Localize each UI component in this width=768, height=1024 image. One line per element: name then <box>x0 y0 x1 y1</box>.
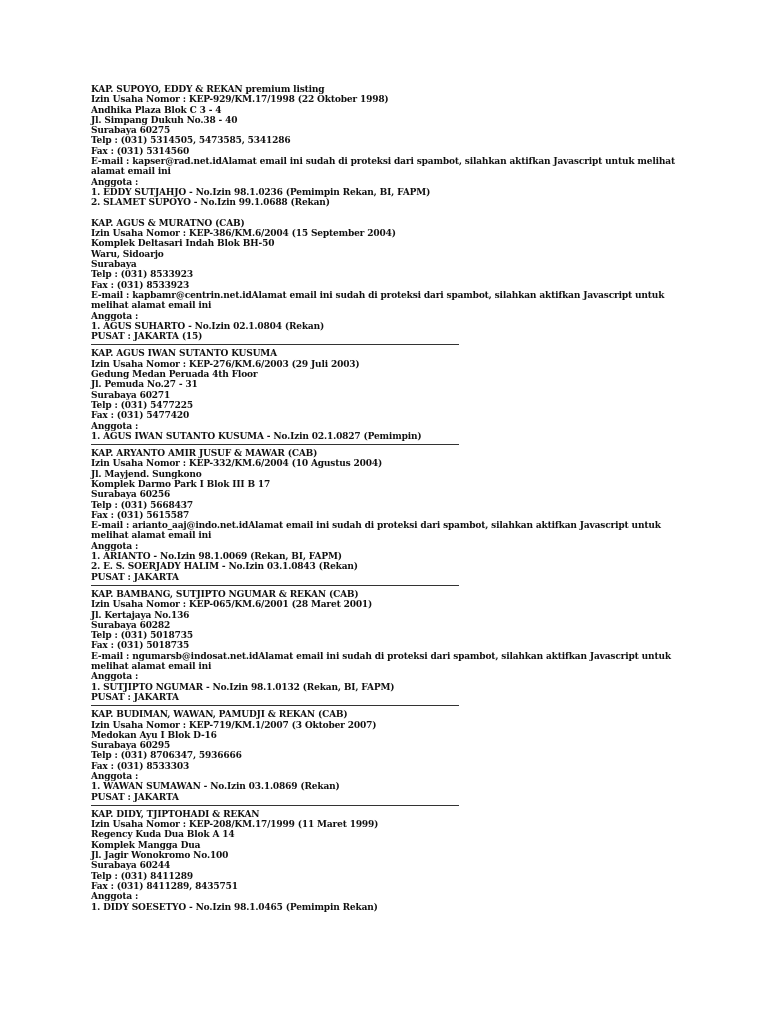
entry-title: KAP. AGUS IWAN SUTANTO KUSUMA <box>91 349 277 360</box>
listing-entry <box>91 710 681 803</box>
document-body <box>91 85 681 913</box>
entry-line: Surabaya 60295 <box>91 741 171 752</box>
entry-title: KAP. DIDY, TJIPTOHADI & REKAN <box>91 809 260 820</box>
listing-entry <box>91 85 681 209</box>
entry-line: PUSAT : JAKARTA <box>91 692 179 703</box>
entry-line: 1. EDDY SUTJAHJO - No.Izin 98.1.0236 (Pemimpin Rekan, BI, FAPM) <box>91 187 431 198</box>
entry-line: E-mail : kapser@rad.net.idAlamat email ini sudah di proteksi dari spambot, silahkan aktifkan Javascript untuk melihat alamat email ini <box>91 157 675 178</box>
entry-line: 1. AGUS IWAN SUTANTO KUSUMA - No.Izin 02.1.0827 (Pemimpin) <box>91 431 422 442</box>
entry-line: Telp : (031) 8411289 <box>91 871 193 882</box>
entry-line: Anggota : <box>91 177 139 188</box>
entry-divider <box>91 344 459 345</box>
listing-entry <box>91 449 681 583</box>
listing-entry <box>91 810 681 913</box>
entry-line: Izin Usaha Nomor : KEP-276/KM.6/2003 (29 Juli 2003) <box>91 359 360 370</box>
entry-line: Regency Kuda Dua Blok A 14 <box>91 830 235 841</box>
entry-title: KAP. AGUS & MURATNO (CAB) <box>91 218 245 229</box>
entry-line: Fax : (031) 5615587 <box>91 510 190 521</box>
entry-line: Anggota : <box>91 772 139 782</box>
entry-line: Komplek Darmo Park I Blok III B 17 <box>91 479 271 490</box>
entry-line: Surabaya 60282 <box>91 620 171 631</box>
entry-spacer <box>91 209 681 219</box>
entry-line: PUSAT : JAKARTA <box>91 792 179 803</box>
entry-line: Fax : (031) 5018735 <box>91 641 190 652</box>
entry-line: Komplek Deltasari Indah Blok BH-50 <box>91 239 275 250</box>
entry-line: Jl. Jagir Wonokromo No.100 <box>91 851 229 862</box>
entry-line: 1. DIDY SOESETYO - No.Izin 98.1.0465 (Pemimpin Rekan) <box>91 902 378 913</box>
entry-line: Surabaya 60244 <box>91 861 171 872</box>
entry-line: 1. AGUS SUHARTO - No.Izin 02.1.0804 (Rekan) <box>91 321 325 332</box>
entry-line: E-mail : arianto_aaj@indo.net.idAlamat email ini sudah di proteksi dari spambot, silahkan aktifkan Javascript untuk melihat alamat email ini <box>91 521 661 542</box>
entry-line: Andhika Plaza Blok C 3 - 4 <box>91 105 222 116</box>
entry-line: Jl. Mayjend. Sungkono <box>91 469 202 480</box>
entry-title: KAP. BUDIMAN, WAWAN, PAMUDJI & REKAN (CAB) <box>91 710 348 721</box>
entry-line: Surabaya 60256 <box>91 490 171 501</box>
entry-line: Jl. Pemuda No.27 - 31 <box>91 380 198 391</box>
entry-line: Jl. Simpang Dukuh No.38 - 40 <box>91 115 238 126</box>
entry-line: Fax : (031) 8411289, 8435751 <box>91 881 238 892</box>
entry-line: Fax : (031) 5314560 <box>91 146 190 157</box>
entry-line: 2. E. S. SOERJADY HALIM - No.Izin 03.1.0843 (Rekan) <box>91 562 358 573</box>
entry-line: 1. ARIANTO - No.Izin 98.1.0069 (Rekan, BI, FAPM) <box>91 552 342 563</box>
entry-line: Izin Usaha Nomor : KEP-065/KM.6/2001 (28 Maret 2001) <box>91 600 373 611</box>
entry-line: Surabaya <box>91 260 137 271</box>
entry-line: PUSAT : JAKARTA (15) <box>91 332 203 343</box>
entry-line: Anggota : <box>91 311 139 322</box>
entry-line: Waru, Sidoarjo <box>91 249 164 260</box>
entry-title: KAP. BAMBANG, SUTJIPTO NGUMAR & REKAN (CAB) <box>91 589 359 600</box>
entry-line: Anggota : <box>91 892 139 903</box>
entry-line: 2. SLAMET SUPOYO - No.Izin 99.1.0688 (Rekan) <box>91 198 330 209</box>
entry-line: Gedung Medan Peruada 4th Floor <box>91 370 258 381</box>
entry-line: Telp : (031) 8706347, 5936666 <box>91 751 242 762</box>
entry-line: Telp : (031) 5477225 <box>91 400 193 411</box>
entry-line: Telp : (031) 8533923 <box>91 270 193 281</box>
entry-line: Fax : (031) 8533923 <box>91 280 190 291</box>
entry-divider <box>91 585 459 586</box>
entry-line: Telp : (031) 5314505, 5473585, 5341286 <box>91 136 291 147</box>
entry-divider <box>91 705 459 706</box>
entry-line: Telp : (031) 5668437 <box>91 500 193 511</box>
entry-divider <box>91 805 459 806</box>
listing-entry <box>91 349 681 442</box>
entry-line: Izin Usaha Nomor : KEP-719/KM.1/2007 (3 Oktober 2007) <box>91 720 377 731</box>
entry-divider <box>91 444 459 445</box>
entry-title: KAP. ARYANTO AMIR JUSUF & MAWAR (CAB) <box>91 449 318 460</box>
entry-line: Anggota : <box>91 421 139 432</box>
entry-line: Izin Usaha Nomor : KEP-332/KM.6/2004 (10 Agustus 2004) <box>91 459 383 470</box>
entry-line: Jl. Kertajaya No.136 <box>91 610 190 621</box>
entry-line: Izin Usaha Nomor : KEP-386/KM.6/2004 (15 September 2004) <box>91 229 396 240</box>
entry-line: Surabaya 60275 <box>91 126 171 137</box>
entry-line: Medokan Ayu I Blok D-16 <box>91 730 217 741</box>
entry-line: PUSAT : JAKARTA <box>91 572 179 583</box>
entry-line: E-mail : ngumarsb@indosat.net.idAlamat email ini sudah di proteksi dari spambot, silahkan aktifkan Javascript untuk melihat alamat email ini <box>91 651 671 673</box>
entry-line: Fax : (031) 5477420 <box>91 411 190 422</box>
entry-line: Anggota : <box>91 541 139 552</box>
entry-line: 1. WAWAN SUMAWAN - No.Izin 03.1.0869 (Rekan) <box>91 782 340 793</box>
entry-line: Izin Usaha Nomor : KEP-208/KM.17/1999 (11 Maret 1999) <box>91 820 379 831</box>
listing-entry <box>91 219 681 343</box>
entry-line: Telp : (031) 5018735 <box>91 631 193 642</box>
entry-title: KAP. SUPOYO, EDDY & REKAN premium listing <box>91 85 325 95</box>
listing-entry <box>91 590 681 703</box>
entry-line: Fax : (031) 8533303 <box>91 761 190 772</box>
entry-line: Komplek Mangga Dua <box>91 840 201 851</box>
entry-line: 1. SUTJIPTO NGUMAR - No.Izin 98.1.0132 (Rekan, BI, FAPM) <box>91 682 395 693</box>
entry-line: E-mail : kapbamr@centrin.net.idAlamat email ini sudah di proteksi dari spambot, silahkan aktifkan Javascript untuk melihat alamat email ini <box>91 290 665 312</box>
entry-line: Anggota : <box>91 672 139 683</box>
entry-line: Surabaya 60271 <box>91 390 171 401</box>
entry-line: Izin Usaha Nomor : KEP-929/KM.17/1998 (22 Oktober 1998) <box>91 95 389 106</box>
